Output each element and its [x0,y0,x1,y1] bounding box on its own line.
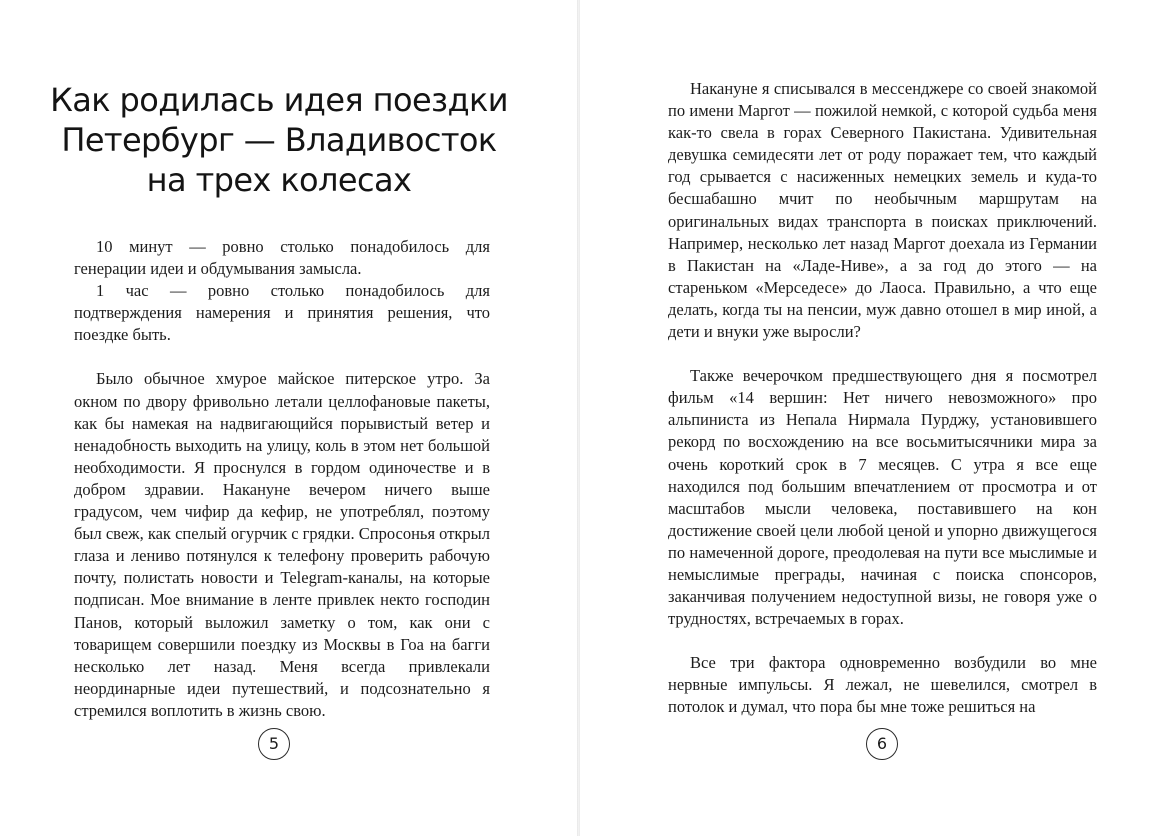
left-page-body [74,236,490,722]
paragraph-left-3: Было обычное хмурое майское питерское утро. За окном по двору фривольно летали целлофановые пакеты, как бы намекая на надвигающийся порывистый ветер и ненадобность выходить на улицу, коль в этом нет большой необходимости. Я проснулся в гордом одиночестве и в добром здравии. Накануне вечером ничего выше градусом, чем чифир да кефир, не употреблял, поэтому был свеж, как спелый огурчик с грядки. Спросонья открыл глаза и лениво потянулся к телефону проверить рабочую почту, полистать новости и Telegram-каналы, на которые подписан. Мое внимание в ленте привлек некто господин Панов, который выложил заметку о том, как они с товарищем совершили поездку из Москвы в Гоа на багги несколько лет назад. Меня всегда привлекали неординарные идеи путешествий, и подсознательно я стремился воплотить в жизнь свою. [74,369,490,720]
left-page [0,0,578,836]
page-number-left: 5 [258,728,290,760]
page-number-right: 6 [866,728,898,760]
paragraph-left-2: 1 час — ровно столько понадобилось для подтверждения намерения и принятия решения, что поездке быть. [74,281,490,345]
chapter-title-line-2: Петербург — Владивосток [61,121,497,159]
chapter-title-line-1: Как родилась идея поездки [50,81,508,119]
paragraph-right-3: Все три фактора одновременно возбудили во мне нервные импульсы. Я лежал, не шевелился, смотрел в потолок и думал, что пора бы мне тоже решиться на [668,653,1097,717]
right-page-body [668,78,1097,719]
paragraph-left-1: 10 минут — ровно столько понадобилось для генерации идеи и обдумывания замысла. [74,237,490,279]
chapter-title [40,80,518,200]
chapter-title-line-3: на трех колесах [146,161,412,199]
paragraph-right-2: Также вечерочком предшествующего дня я посмотрел фильм «14 вершин: Нет ничего невозможного» про альпиниста из Непала Нирмала Пурджу, установившего рекорд по восхождению на все восьмитысячники мира за очень короткий срок в 7 месяцев. С утра я все еще находился под большим впечатлением от просмотра и от масштабов мысли человека, поставившего на кон достижение своей цели любой ценой и упорно движущегося по намеченной дороге, преодолевая на пути все мыслимые и немыслимые преграды, начиная с поиска спонсоров, заканчивая получением недоступной визы, не говоря уже о трудностях, встречаемых в горах. [668,366,1097,629]
paragraph-right-1: Накануне я списывался в мессенджере со своей знакомой по имени Маргот — пожилой немкой, с которой судьба меня как-то свела в горах Северного Пакистана. Удивительная девушка семидесяти лет от роду поражает тем, что каждый год срывается с насиженных немецких земель и куда-то бесшабашно мчит по необычным маршрутам на оригинальных видах транспорта в поисках приключений. Например, несколько лет назад Маргот доехала из Германии в Пакистан на «Ладе-Ниве», а за год до этого — на стареньком «Мерседесе» до Лаоса. Правильно, а что еще делать, когда ты на пенсии, муж давно отошел в мир иной, а дети и внуки уже выросли? [668,79,1097,342]
